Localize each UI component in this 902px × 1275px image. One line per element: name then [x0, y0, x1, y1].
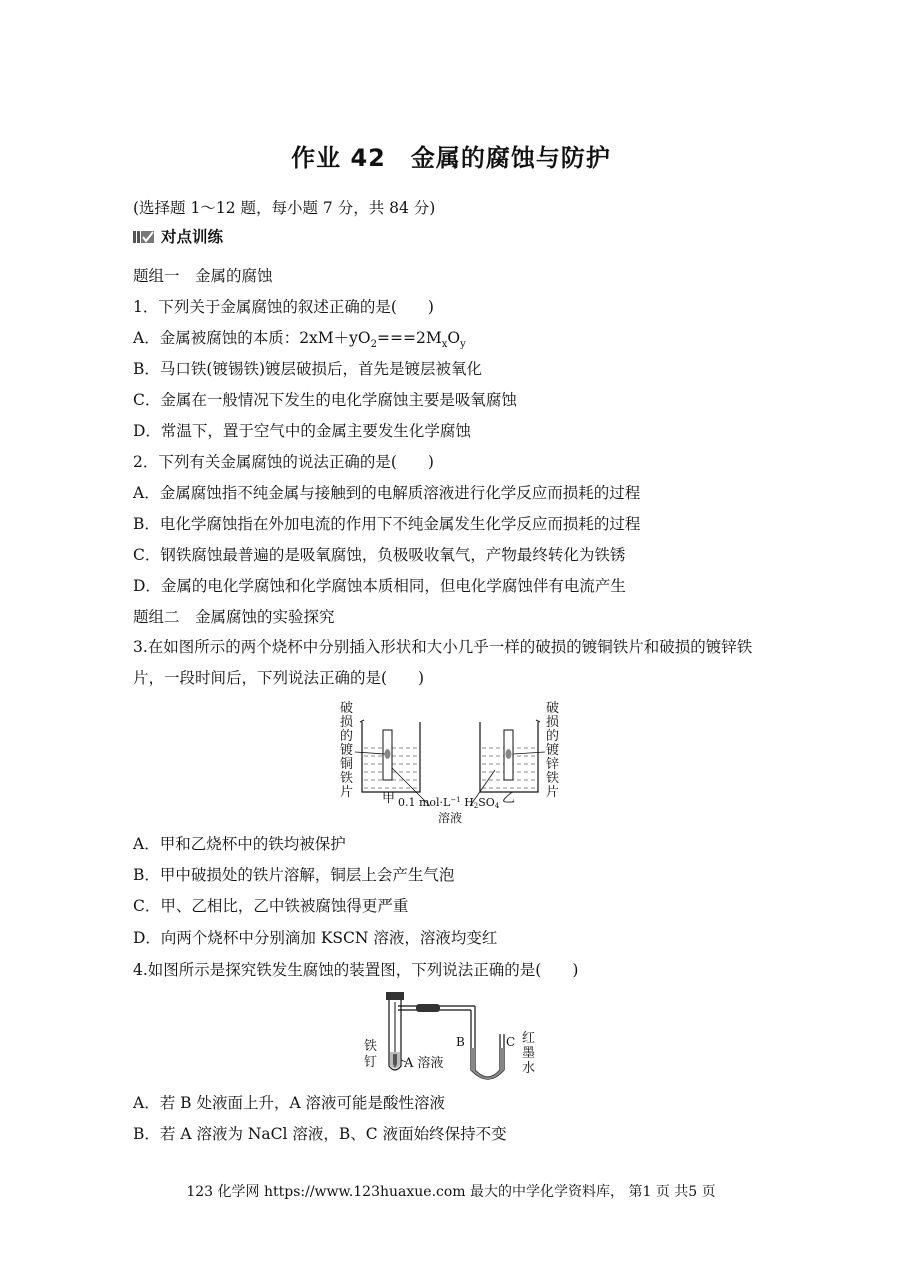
- label-yi: 乙: [502, 791, 516, 806]
- svg-text:片: 片: [546, 785, 560, 800]
- svg-text:的: 的: [546, 729, 560, 744]
- page-title: 作业 42 金属的腐蚀与防护: [291, 144, 611, 172]
- q1-option-b: B．马口铁(镀锡铁)镀层破损后，首先是镀层被氧化: [133, 360, 482, 378]
- svg-text:红: 红: [522, 1031, 536, 1046]
- q1-option-d: D．常温下，置于空气中的金属主要发生化学腐蚀: [133, 422, 471, 440]
- group-heading-2: 题组二 金属腐蚀的实验探究: [133, 608, 335, 626]
- svg-text:破: 破: [340, 701, 354, 716]
- q2-option-b: B．电化学腐蚀指在外加电流的作用下不纯金属发生化学反应而损耗的过程: [133, 515, 641, 533]
- label-a-solution: A 溶液: [404, 1056, 444, 1071]
- q2-option-a: A．金属腐蚀指不纯金属与接触到的电解质溶液进行化学反应而损耗的过程: [133, 484, 641, 502]
- solution-label-2: 溶液: [438, 811, 463, 825]
- q4-stem: 4.如图所示是探究铁发生腐蚀的装置图，下列说法正确的是( ): [133, 961, 579, 979]
- red-ink: [471, 1048, 504, 1079]
- q3-option-c: C．甲、乙相比，乙中铁被腐蚀得更严重: [133, 897, 409, 915]
- checkmark-icon: [133, 230, 155, 244]
- q4-option-b: B．若 A 溶液为 NaCl 溶液，B、C 液面始终保持不变: [133, 1125, 507, 1143]
- red-ink-label: [522, 1031, 535, 1076]
- group-heading-1: 题组一 金属的腐蚀: [133, 267, 273, 285]
- svg-text:铁: 铁: [340, 771, 354, 786]
- test-tube: [386, 992, 404, 1070]
- q4-option-a: A．若 B 处液面上升，A 溶液可能是酸性溶液: [133, 1094, 446, 1112]
- svg-text:墨: 墨: [522, 1046, 536, 1061]
- q3-option-b: B．甲中破损处的铁片溶解，铜层上会产生气泡: [133, 866, 455, 884]
- svg-text:水: 水: [522, 1061, 536, 1076]
- svg-text:破: 破: [546, 701, 560, 716]
- label-tie: 铁: [364, 1039, 378, 1054]
- label-ding: 钉: [364, 1055, 378, 1070]
- label-c: C: [506, 1035, 516, 1049]
- left-vertical-label: [340, 700, 353, 800]
- q1-option-a: A．金属被腐蚀的本质：$2xM+yO_2===2M_xO_y$: [133, 329, 466, 351]
- solution-label: 0.1 $mol\cdot L^{-1}$ H2SO4: [398, 796, 500, 810]
- q2-stem: 2．下列有关金属腐蚀的说法正确的是( ): [133, 453, 434, 471]
- section-title: 对点训练: [161, 228, 224, 246]
- svg-text:镀: 镀: [340, 743, 354, 758]
- section-header: [133, 227, 223, 247]
- svg-text:铜: 铜: [340, 757, 354, 772]
- beaker-figure: [330, 700, 570, 828]
- svg-text:片: 片: [340, 785, 354, 800]
- svg-text:的: 的: [340, 729, 354, 744]
- page-footer: 123 化学网 https://www.123huaxue.com 最大的中学化学资料库， 第1 页 共5 页: [186, 1184, 716, 1200]
- q1-option-c: C．金属在一般情况下发生的电化学腐蚀主要是吸氧腐蚀: [133, 391, 517, 409]
- svg-text:损: 损: [546, 715, 560, 730]
- svg-text:损: 损: [340, 715, 354, 730]
- right-vertical-label: [546, 700, 559, 800]
- q3-option-d: D．向两个烧杯中分别滴加 KSCN 溶液，溶液均变红: [133, 929, 498, 947]
- svg-text:镀: 镀: [546, 743, 560, 758]
- q2-option-c: C．钢铁腐蚀最普遍的是吸氧腐蚀，负极吸收氧气，产物最终转化为铁锈: [133, 546, 626, 564]
- intro-note: (选择题 1～12 题，每小题 7 分，共 84 分): [133, 199, 436, 217]
- q3-stem: 3.在如图所示的两个烧杯中分别插入形状和大小几乎一样的破损的镀铜铁片和破损的镀锌铁片，一段时间后，下列说法正确的是( ): [133, 638, 753, 687]
- q1-stem: 1．下列关于金属腐蚀的叙述正确的是( ): [133, 298, 434, 316]
- label-jia: 甲: [382, 791, 396, 806]
- u-tube-figure: [360, 990, 560, 1085]
- q2-option-d: D．金属的电化学腐蚀和化学腐蚀本质相同，但电化学腐蚀伴有电流产生: [133, 577, 626, 595]
- q3-option-a: A．甲和乙烧杯中的铁均被保护: [133, 835, 346, 853]
- svg-text:铁: 铁: [546, 771, 560, 786]
- svg-text:锌: 锌: [546, 757, 560, 772]
- label-b: B: [456, 1035, 465, 1049]
